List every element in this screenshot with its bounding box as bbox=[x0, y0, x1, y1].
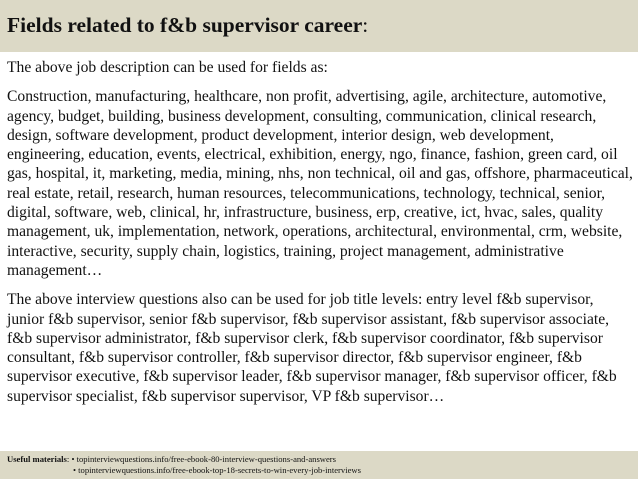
footer-link-ebook-80-questions[interactable]: • topinterviewquestions.info/free-ebook-80-interview-questions-and-answers bbox=[71, 454, 337, 464]
fields-paragraph: Construction, manufacturing, healthcare, non profit, advertising, agile, architecture, automotive, agency, budget, building, business development, consulting, communication, clinical research, design, software development, product development, interior design, web development, engineering, education, events, electrical, exhibition, energy, ngo, finance, fashion, green card, oil gas, hospital, it, marketing, media, mining, nhs, non technical, oil and gas, offshore, pharmaceutical, real estate, retail, research, human resources, telecommunications, technology, technical, senior, digital, software, web, clinical, hr, infrastructure, business, erp, creative, ict, hvac, sales, quality management, uk, implementation, network, operations, architectural, environmental, crm, website, interactive, security, supply chain, logistics, training, project management, administrative management… bbox=[7, 88, 633, 279]
intro-paragraph: The above job description can be used for fields as: bbox=[7, 59, 328, 76]
footer-link-ebook-18-secrets[interactable]: • topinterviewquestions.info/free-ebook-top-18-secrets-to-win-every-job-interviews bbox=[73, 465, 361, 475]
title-bar bbox=[0, 0, 638, 52]
footer-row-1 bbox=[7, 454, 638, 465]
page-title: Fields related to f&b supervisor career bbox=[7, 13, 363, 37]
footer-separator: : bbox=[66, 454, 72, 464]
footer-row-2 bbox=[7, 465, 638, 476]
main-content bbox=[7, 58, 633, 406]
job-levels-paragraph: The above interview questions also can be used for job title levels: entry level f&b supervisor, junior f&b supervisor, senior f&b supervisor, f&b supervisor assistant, f&b supervisor associate, f&b supervisor administrator, f&b supervisor clerk, f&b supervisor coordinator, f&b supervisor consultant, f&b supervisor controller, f&b supervisor director, f&b supervisor engineer, f&b supervisor executive, f&b supervisor leader, f&b supervisor manager, f&b supervisor officer, f&b supervisor specialist, f&b supervisor supervisor, VP f&b supervisor… bbox=[7, 291, 617, 405]
title-colon: : bbox=[362, 13, 369, 37]
footer-label: Useful materials bbox=[7, 454, 67, 464]
footer-bar bbox=[0, 451, 638, 479]
